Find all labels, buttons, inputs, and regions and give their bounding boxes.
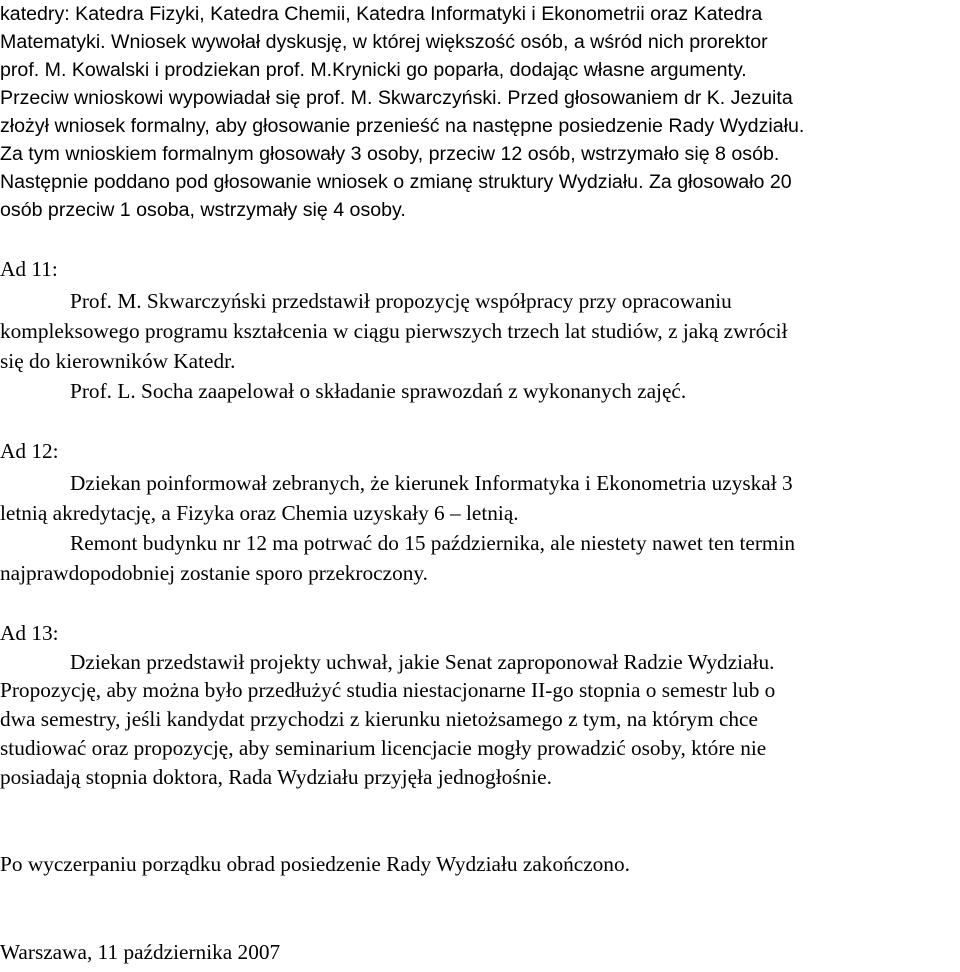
text-line: prof. M. Kowalski i prodziekan prof. M.Krynicki go poparła, dodając własne argumenty.: [0, 59, 747, 81]
text-line: złożył wniosek formalny, aby głosowanie przenieść na następne posiedzenie Rady Wydziału.: [0, 115, 805, 137]
text-line: Dziekan poinformował zebranych, że kierunek Informatyka i Ekonometria uzyskał 3: [70, 471, 793, 495]
text-line: Dziekan przedstawił projekty uchwał, jakie Senat zaproponował Radzie Wydziału.: [70, 650, 775, 674]
text-line: Remont budynku nr 12 ma potrwać do 15 października, ale niestety nawet ten termin: [70, 531, 796, 555]
text-line: Za tym wnioskiem formalnym głosowały 3 osoby, przeciw 12 osób, wstrzymało się 8 osób.: [0, 143, 780, 165]
text-line: letnią akredytację, a Fizyka oraz Chemia uzyskały 6 – letnią.: [0, 501, 519, 525]
closing-line: Po wyczerpaniu porządku obrad posiedzenie Rady Wydziału zakończono.: [0, 852, 630, 876]
place-date: Warszawa, 11 października 2007: [0, 940, 281, 964]
text-line: osób przeciw 1 osoba, wstrzymały się 4 osoby.: [0, 199, 406, 221]
text-line: posiadają stopnia doktora, Rada Wydziału przyjęła jednogłośnie.: [0, 765, 552, 789]
text-line: kompleksowego programu kształcenia w ciągu pierwszych trzech lat studiów, z jaką zwrócił: [0, 319, 788, 343]
section-heading: Ad 11:: [0, 257, 58, 281]
text-line: się do kierowników Katedr.: [0, 349, 236, 373]
section-heading: Ad 12:: [0, 439, 59, 463]
section-heading: Ad 13:: [0, 621, 59, 645]
text-line: dwa semestry, jeśli kandydat przychodzi z kierunku nietożsamego z tym, na którym chce: [0, 707, 758, 731]
text-line: Przeciw wnioskowi wypowiadał się prof. M. Skwarczyński. Przed głosowaniem dr K. Jezuita: [0, 87, 793, 109]
text-line: Matematyki. Wniosek wywołał dyskusję, w której większość osób, a wśród nich prorektor: [0, 31, 768, 53]
text-line: studiować oraz propozycję, aby seminarium licencjacie mogły prowadzić osoby, które nie: [0, 736, 767, 760]
text-line: Propozycję, aby można było przedłużyć studia niestacjonarne II-go stopnia o semestr lub o: [0, 678, 776, 702]
text-line: najprawdopodobniej zostanie sporo przekroczony.: [0, 561, 428, 585]
text-line: Następnie poddano pod głosowanie wniosek o zmianę struktury Wydziału. Za głosowało 20: [0, 171, 792, 193]
text-line: Prof. L. Socha zaapelował o składanie sprawozdań z wykonanych zajęć.: [70, 379, 687, 403]
text-line: Prof. M. Skwarczyński przedstawił propozycję współpracy przy opracowaniu: [70, 289, 732, 313]
text-line: katedry: Katedra Fizyki, Katedra Chemii, Katedra Informatyki i Ekonometrii oraz Katedra: [0, 3, 763, 25]
